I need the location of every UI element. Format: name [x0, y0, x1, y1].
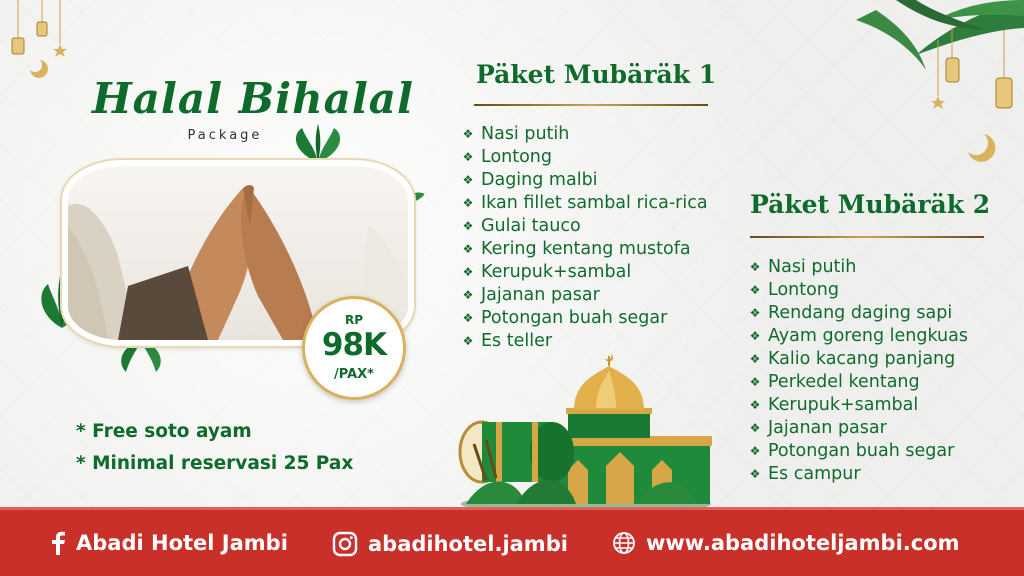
list-item: ❖ Nasi putih	[749, 257, 857, 277]
list-item: ❖ Es campur	[749, 464, 861, 484]
price-amount: 98K	[321, 327, 387, 363]
facebook-icon	[50, 531, 66, 555]
note-free-soto: * Free soto ayam	[76, 421, 252, 442]
package-1-title: Päket Mubäräk 1	[476, 60, 717, 89]
palm-lanterns-right	[856, 0, 1024, 165]
list-item: ❖ Rendang daging sapi	[749, 303, 953, 323]
list-item: ❖ Lontong	[462, 147, 553, 167]
price-currency: RP	[344, 313, 364, 327]
globe-icon	[612, 531, 636, 555]
list-item: ❖ Potongan buah segar	[749, 441, 955, 461]
price-badge	[302, 296, 406, 400]
list-item: ❖ Ikan fillet sambal rica-rica	[462, 193, 708, 213]
package-1-divider	[474, 104, 708, 106]
list-item: ❖ Gulai tauco	[462, 216, 581, 236]
list-item: ❖ Es teller	[462, 331, 553, 351]
list-item: ❖ Kalio kacang panjang	[749, 349, 956, 369]
list-item: ❖ Kering kentang mustofa	[462, 239, 691, 259]
list-item: ❖ Perkedel kentang	[749, 372, 920, 392]
list-item: ❖ Daging malbi	[462, 170, 598, 190]
leaf-ornament-top	[286, 124, 350, 164]
list-item: ❖ Nasi putih	[462, 124, 570, 144]
list-item: ❖ Kerupuk+sambal	[462, 262, 632, 282]
mosque-drum-illustration	[456, 352, 718, 508]
promo-subtitle: Package	[187, 128, 263, 143]
promo-title: Halal Bihalal	[92, 74, 414, 123]
note-min-reservation: * Minimal reservasi 25 Pax	[76, 453, 354, 474]
list-item: ❖ Potongan buah segar	[462, 308, 668, 328]
hanging-lanterns-left	[0, 0, 80, 82]
package-2-menu	[748, 256, 968, 486]
facebook-link[interactable]: Abadi Hotel Jambi	[50, 531, 288, 555]
contact-footer	[0, 507, 1024, 576]
package-2-title: Päket Mubäräk 2	[750, 190, 991, 219]
package-2-divider	[750, 236, 984, 238]
instagram-link[interactable]: abadihotel.jambi	[332, 531, 568, 557]
instagram-icon	[332, 531, 358, 557]
list-item: ❖ Lontong	[749, 280, 840, 300]
list-item: ❖ Jajanan pasar	[749, 418, 887, 438]
list-item: ❖ Ayam goreng lengkuas	[749, 326, 968, 346]
list-item: ❖ Kerupuk+sambal	[749, 395, 919, 415]
list-item: ❖ Jajanan pasar	[462, 285, 600, 305]
package-1-menu	[461, 123, 708, 353]
website-link[interactable]: www.abadihoteljambi.com	[612, 531, 960, 555]
price-unit: /PAX*	[334, 367, 374, 382]
